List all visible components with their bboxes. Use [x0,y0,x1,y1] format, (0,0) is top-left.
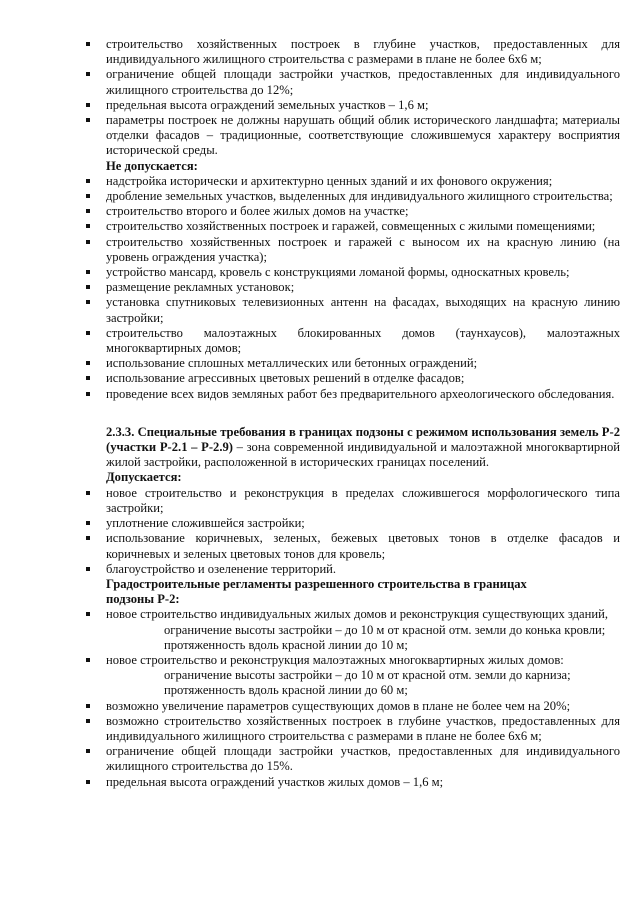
bullet-item [84,356,620,371]
bullet-text: установка спутниковых телевизионных антенн на фасадах, выходящих на красную линию застройки; [106,295,620,325]
bullet-text: новое строительство и реконструкция в пределах сложившегося морфологического типа застройки; [106,485,620,515]
bullet-item [84,219,620,234]
bullet-item [84,699,620,714]
bullet-item [84,714,620,744]
bullet-text: новое строительство индивидуальных жилых домов и реконструкция существующих зданий, [106,607,609,622]
bullet-marker-icon [86,118,90,122]
bullet-text: новое строительство и реконструкция малоэтажных многоквартирных жилых домов: [106,652,564,667]
bullet-text: ограничение общей площади застройки участков, предоставленных для индивидуального жилищного строительства до 12%; [106,67,620,97]
bullet-text: использование коричневых, зеленых, бежевых цветовых тонов в отделке фасадов и коричневых и зеленых цветовых тонов для кровель; [106,531,620,561]
bullet-item [84,371,620,386]
bullet-marker-icon [86,103,90,107]
bullet-text: использование агрессивных цветовых решений в отделке фасадов; [106,371,465,386]
bullet-marker-icon [86,300,90,304]
bullet-text: параметры построек не должны нарушать общий облик исторического ландшафта; материалы отделки фасадов – традиционные, соответствующие сложившемуся характеру восприятия исторической среды. [106,113,620,158]
document-body [84,37,620,790]
bullet-marker-icon [86,224,90,228]
bullet-item [84,387,620,402]
bullet-item [84,744,620,774]
bullet-item [84,235,620,265]
bullet-marker-icon [86,392,90,396]
section-heading: Допускается: [106,470,182,485]
bullet-text: строительство хозяйственных построек в глубине участков, предоставленных для индивидуального жилищного строительства с размерами в плане не более 6х6 м; [106,37,620,67]
bullet-text: размещение рекламных установок; [106,280,295,295]
bullet-text: возможно увеличение параметров существующих домов в плане не более чем на 20%; [106,698,571,713]
bullet-text: строительство хозяйственных построек и гаражей с выносом их на красную линию (на уровень ограждения участка); [106,234,620,264]
bullet-item [84,174,620,189]
bullet-text: устройство мансард, кровель с конструкциями ломаной формы, односкатных кровель; [106,265,570,280]
bullet-marker-icon [86,536,90,540]
bullet-text: использование сплошных металлических или бетонных ограждений; [106,356,478,371]
bullet-item [84,280,620,295]
bullet-marker-icon [86,376,90,380]
bullet-marker-icon [86,285,90,289]
bullet-marker-icon [86,719,90,723]
bullet-text: проведение всех видов земляных работ без предварительного археологического обследования. [106,386,615,401]
bullet-marker-icon [86,42,90,46]
bullet-text: предельная высота ограждений земельных участков – 1,6 м; [106,97,429,112]
bullet-marker-icon [86,704,90,708]
bullet-marker-icon [86,521,90,525]
bullet-marker-icon [86,361,90,365]
bullet-marker-icon [86,270,90,274]
bullet-item [84,265,620,280]
bullet-item [84,653,620,668]
bullet-item [84,295,620,325]
bullet-item [84,607,620,622]
bullet-marker-icon [86,331,90,335]
bullet-text: строительство малоэтажных блокированных домов (таунхаусов), малоэтажных многоквартирных домов; [106,325,620,356]
bullet-marker-icon [86,780,90,784]
section-number-title: 2.3.3. Специальные требования в границах подзоны с режимом использования земель Р-2 (участки Р-2.1 – Р-2.9) [106,424,620,455]
section-description: – зона современной индивидуальной и малоэтажной многоквартирной жилой застройки, расположенной в исторических границах поселений. [106,440,621,470]
bullet-item [84,562,620,577]
sub-item: ограничение высоты застройки – до 10 м от красной отм. земли до конька кровли; [164,622,606,637]
bullet-item [84,775,620,790]
bullet-item [84,516,620,531]
bullet-marker-icon [86,179,90,183]
bullet-text: надстройка исторически и архитектурно ценных зданий и их фонового окружения; [106,173,553,188]
bullet-marker-icon [86,240,90,244]
bullet-marker-icon [86,749,90,753]
bullet-text: уплотнение сложившейся застройки; [106,516,305,531]
bullet-item [84,204,620,219]
bullet-item [84,113,620,159]
bullet-item [84,326,620,356]
section-heading: подзоны Р-2: [106,592,180,607]
bullet-item [84,98,620,113]
bullet-marker-icon [86,194,90,198]
section-heading: Не допускается: [106,158,198,173]
bullet-text: предельная высота ограждений участков жилых домов – 1,6 м; [106,774,444,789]
bullet-marker-icon [86,658,90,662]
section-heading: Градостроительные регламенты разрешенного строительства в границах [106,576,527,591]
bullet-text: строительство второго и более жилых домов на участке; [106,204,409,219]
bullet-item [84,531,620,561]
bullet-text: возможно строительство хозяйственных построек в глубине участков, предоставленных для индивидуального жилищного строительства с размерами в плане не более 6х6 м; [106,713,620,743]
sub-item: протяженность вдоль красной линии до 10 м; [164,637,408,652]
bullet-text: строительство хозяйственных построек и гаражей, совмещенных с жилыми помещениями; [106,219,596,234]
bullet-item [84,189,620,204]
bullet-text: дробление земельных участков, выделенных для индивидуального жилищного строительства; [106,189,613,204]
sub-item: протяженность вдоль красной линии до 60 м; [164,683,408,698]
bullet-marker-icon [86,209,90,213]
bullet-marker-icon [86,491,90,495]
bullet-item [84,67,620,97]
sub-item: ограничение высоты застройки – до 10 м от красной отм. земли до карниза; [164,668,571,683]
bullet-text: ограничение общей площади застройки участков, предоставленных для индивидуального жилищного строительства до 15%. [106,744,620,774]
bullet-marker-icon [86,567,90,571]
bullet-text: благоустройство и озеленение территорий. [106,561,337,576]
bullet-item [84,486,620,516]
section-title-paragraph [84,425,620,471]
bullet-marker-icon [86,72,90,76]
bullet-marker-icon [86,612,90,616]
bullet-item [84,37,620,67]
